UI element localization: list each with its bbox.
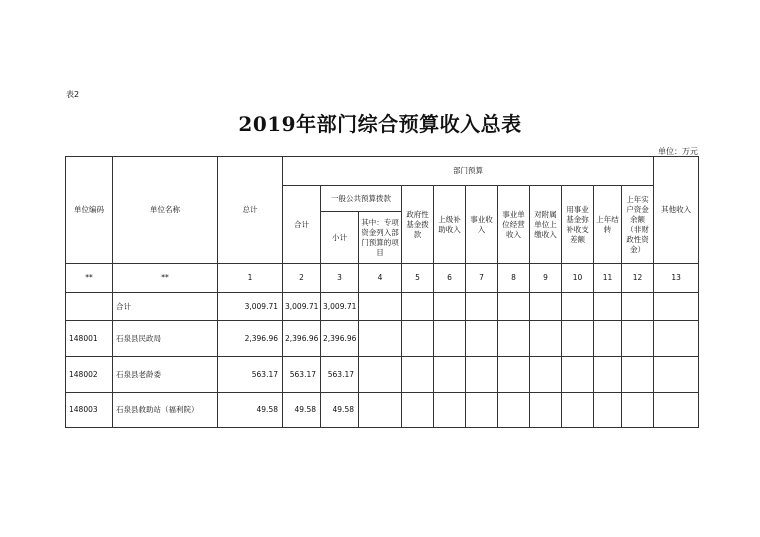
unit-code-cell: 148003: [66, 393, 113, 428]
unit-label: 单位：万元: [658, 147, 698, 156]
index-cell: 1: [218, 264, 283, 293]
header-prev-year-carryover: 上年结转: [594, 186, 622, 264]
header-gp-special: 其中：专项资金列入部门预算的项目: [359, 212, 402, 264]
index-row: [66, 264, 699, 293]
header-business-fund-offset: 用事业基金弥补收支差额: [562, 186, 594, 264]
table-row: [66, 293, 699, 321]
header-gp-subtotal: 小计: [321, 212, 359, 264]
index-cell: 2: [283, 264, 321, 293]
subtotal-cell: 3,009.71: [283, 293, 321, 321]
header-general-public: 一般公共预算拨款: [321, 186, 402, 212]
index-cell: **: [66, 264, 113, 293]
gp-subtotal-cell: 49.58: [321, 393, 359, 428]
index-cell: 11: [594, 264, 622, 293]
unit-name-cell: 合计: [113, 293, 218, 321]
header-dept-budget: 部门预算: [283, 157, 654, 186]
table-row: [66, 321, 699, 357]
page-title: 2019年部门综合预算收入总表: [238, 112, 522, 136]
total-cell: 563.17: [218, 357, 283, 393]
header-superior-subsidy: 上级补助收入: [434, 186, 466, 264]
sheet-label: 表2: [66, 90, 80, 99]
index-cell: 5: [402, 264, 434, 293]
total-cell: 49.58: [218, 393, 283, 428]
header-subtotal: 合计: [283, 186, 321, 264]
header-total: 总计: [218, 157, 283, 264]
index-cell: 10: [562, 264, 594, 293]
header-business-unit-operating: 事业单位经营收入: [498, 186, 530, 264]
unit-name-cell: 石泉县老龄委: [113, 357, 218, 393]
gp-subtotal-cell: 3,009.71: [321, 293, 359, 321]
table-row: [66, 357, 699, 393]
unit-code-cell: 148001: [66, 321, 113, 357]
total-cell: 2,396.96: [218, 321, 283, 357]
total-cell: 3,009.71: [218, 293, 283, 321]
subtotal-cell: 49.58: [283, 393, 321, 428]
index-cell: 12: [622, 264, 654, 293]
unit-name-cell: 石泉县救助站（福利院）: [113, 393, 218, 428]
index-cell: 4: [359, 264, 402, 293]
header-prev-year-balance: 上年实户资金余额（非财政性资金）: [622, 186, 654, 264]
header-unit-name: 单位名称: [113, 157, 218, 264]
header-other-income: 其他收入: [654, 157, 699, 264]
index-cell: 13: [654, 264, 699, 293]
unit-name-cell: 石泉县民政局: [113, 321, 218, 357]
index-cell: 7: [466, 264, 498, 293]
gp-subtotal-cell: 563.17: [321, 357, 359, 393]
subtotal-cell: 2,396.96: [283, 321, 321, 357]
header-subordinate-turnover: 对附属单位上缴收入: [530, 186, 562, 264]
index-cell: **: [113, 264, 218, 293]
index-cell: 9: [530, 264, 562, 293]
subtotal-cell: 563.17: [283, 357, 321, 393]
header-unit-code: 单位编码: [66, 157, 113, 264]
gp-subtotal-cell: 2,396.96: [321, 321, 359, 357]
header-business-income: 事业收入: [466, 186, 498, 264]
index-cell: 3: [321, 264, 359, 293]
unit-code-cell: [66, 293, 113, 321]
table-row: [66, 393, 699, 428]
index-cell: 8: [498, 264, 530, 293]
header-gov-fund: 政府性基金拨款: [402, 186, 434, 264]
unit-code-cell: 148002: [66, 357, 113, 393]
budget-table: [65, 156, 699, 428]
index-cell: 6: [434, 264, 466, 293]
